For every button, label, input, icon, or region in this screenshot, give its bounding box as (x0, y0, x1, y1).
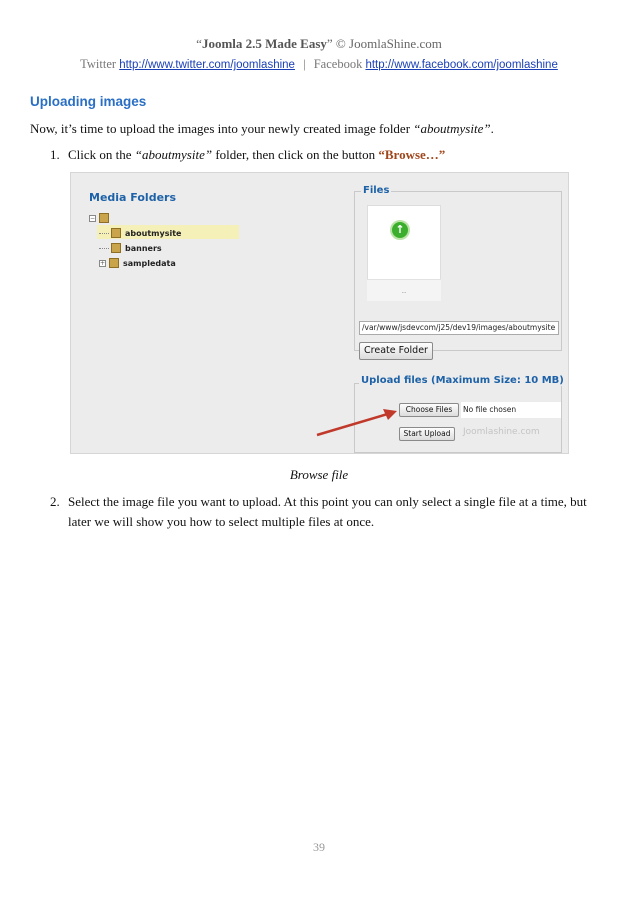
step-2-text-line1: Select the image file you want to upload. At this point you can only select a single file at a time, but (68, 494, 587, 509)
facebook-link[interactable]: http://www.facebook.com/joomlashine (365, 59, 558, 71)
twitter-label: Twitter (80, 57, 117, 71)
folder-up-icon[interactable]: ↑ (390, 220, 410, 240)
no-file-chosen-text: No file chosen (461, 402, 561, 418)
choose-files-button[interactable]: Choose Files (399, 403, 459, 417)
step-1-number: 1. (50, 147, 60, 162)
open-quote: “ (196, 36, 202, 51)
upload-title: Upload files (Maximum Size: 10 MB) (361, 375, 564, 386)
header-separator: | (303, 57, 306, 71)
parent-folder-item[interactable]: .. (367, 279, 441, 301)
intro-folder-name: “aboutmysite” (413, 121, 491, 136)
page-number: 39 (313, 840, 325, 854)
folder-label: banners (125, 243, 162, 253)
facebook-label: Facebook (313, 57, 363, 71)
step-2-text-line2: later we will show you how to select multiple files at once. (68, 514, 375, 529)
media-folders-title: Media Folders (89, 191, 177, 204)
step-1-text-middle: folder, then click on the button (212, 147, 379, 162)
start-upload-button[interactable]: Start Upload (399, 427, 455, 441)
document-header-links (0, 57, 638, 72)
intro-paragraph (30, 121, 494, 137)
figure-caption: Browse file (289, 467, 349, 482)
document-header-title (0, 36, 638, 52)
media-manager-screenshot (70, 172, 569, 454)
step-1-browse-word: “Browse…” (378, 147, 446, 162)
folder-label: sampledata (123, 258, 176, 268)
step-1-folder-name: “aboutmysite” (134, 147, 213, 162)
intro-text: Now, it’s time to upload the images into your newly created image folder (30, 121, 414, 136)
book-title: Joomla 2.5 Made Easy (201, 36, 327, 51)
twitter-link[interactable]: http://www.twitter.com/joomlashine (119, 59, 295, 71)
collapse-icon[interactable]: − (90, 214, 96, 222)
section-title: Uploading images (30, 94, 147, 109)
folder-label: aboutmysite (125, 228, 182, 238)
copyright-text: ” © JoomlaShine.com (326, 36, 442, 51)
tree-connector (99, 233, 109, 234)
tree-connector (99, 248, 109, 249)
folder-icon (111, 228, 121, 238)
expand-icon[interactable]: + (100, 259, 106, 267)
tree-item-banners[interactable] (99, 241, 162, 255)
folder-icon (109, 258, 119, 268)
folder-icon (99, 213, 109, 223)
step-2 (50, 492, 610, 532)
step-1 (50, 145, 610, 165)
folder-icon (111, 243, 121, 253)
step-2-number: 2. (50, 494, 60, 509)
files-title: Files (363, 185, 390, 196)
step-1-text: Click on the (68, 147, 135, 162)
create-folder-button[interactable]: Create Folder (359, 342, 433, 360)
tree-root[interactable] (89, 211, 113, 225)
watermark: Joomlashine.com (463, 427, 540, 437)
tree-item-aboutmysite[interactable] (99, 226, 181, 240)
pointer-arrow-icon (311, 401, 401, 441)
tree-item-sampledata[interactable] (99, 256, 176, 270)
intro-period: . (490, 121, 494, 136)
folder-path-input[interactable]: /var/www/jsdevcom/j25/dev19/images/aboutmysite (359, 321, 559, 335)
